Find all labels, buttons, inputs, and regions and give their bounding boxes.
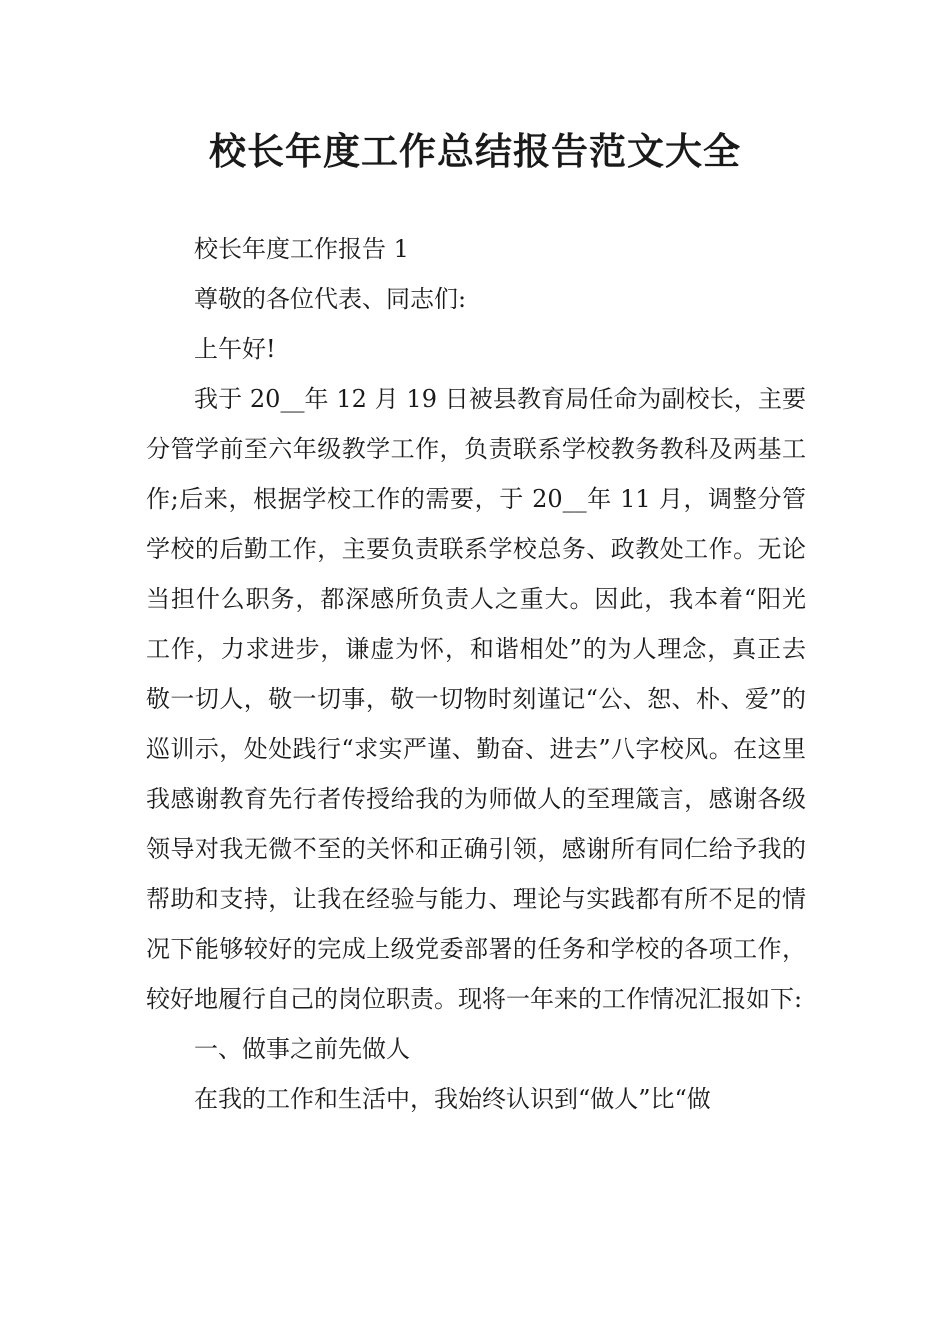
paragraph-salutation: 尊敬的各位代表、同志们:: [194, 285, 467, 313]
paragraph-report-heading: 校长年度工作报告 1: [194, 235, 409, 263]
paragraph-section-1: 在我的工作和生活中，我始终认识到“做人”比“做: [194, 1085, 711, 1113]
paragraph-introduction: 我于 20__年 12 月 19 日被县教育局任命为副校长，主要分管学前至六年级教学工作，负责联系学校教务教科及两基工作;后来，根据学校工作的需要，于 20__年 11 月，调整分管学校的后勤工作，主要负责联系学校总务、政教处工作。无论当担什么职务，都深感所负责人之重大。因此，我本着“阳光工作，力求进步，谦虚为怀，和谐相处”的为人理念，真正去敬一切人，敬一切事，敬一切物时刻谨记“公、恕、朴、爱”的巡训示，处处践行“求实严谨、勤奋、进去”八字校风。在这里我感谢教育先行者传授给我的为师做人的至理箴言，感谢各级领导对我无微不至的关怀和正确引领，感谢所有同仁给予我的帮助和支持，让我在经验与能力、理论与实践都有所不足的情况下能够较好的完成上级党委部署的任务和学校的各项工作，较好地履行自己的岗位职责。现将一年来的工作情况汇报如下:: [146, 385, 806, 1013]
document-title: 校长年度工作总结报告范文大全: [209, 130, 741, 173]
document-body: [146, 224, 806, 1124]
paragraph-greeting: 上午好!: [194, 335, 276, 363]
section-heading-1: 一、做事之前先做人: [194, 1035, 410, 1063]
